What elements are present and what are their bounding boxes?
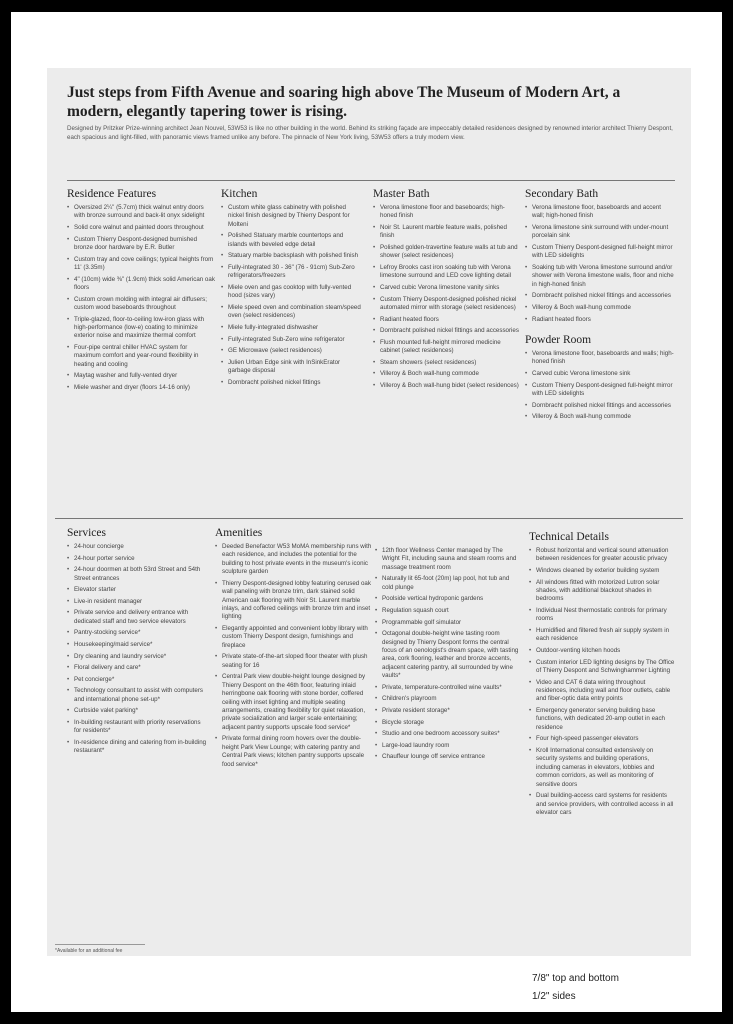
list-item: • Humidified and filtered fresh air supply system in each residence [529, 627, 675, 644]
list-item: • Four-pipe central chiller HVAC system for maximum comfort and year-round flexibility in heating and cooling [67, 344, 215, 369]
list-item: • Robust horizontal and vertical sound attenuation between residences for greater acoustic privacy [529, 547, 675, 564]
list-item: • Fully-integrated Sub-Zero wine refrigerator [221, 336, 363, 344]
margin-note-top-bottom: 7/8" top and bottom [532, 973, 619, 984]
technical-details-section [529, 531, 675, 821]
list-item: • Central Park view double-height lounge designed by Thierry Despont on the 46th floor, featuring inlaid herringbone oak flooring with stone border, coffered ceiling with inset lighting and multiple seating arrangements, creating flexibility for quiet relaxation, private socialization and larger scale entertaining; adjacent pantry supports upscale food service* [215, 673, 373, 732]
list-item: • Elegantly appointed and convenient lobby library with custom Thierry Despont design, furnishings and fireplace [215, 625, 373, 650]
list-item: • Miele fully-integrated dishwasher [221, 324, 363, 332]
technical-list [529, 547, 675, 817]
list-item: • Live-in resident manager [67, 598, 207, 606]
kitchen-section [221, 188, 363, 390]
residence-features-section [67, 188, 215, 396]
list-item: • Private state-of-the-art sloped floor theater with plush seating for 16 [215, 653, 373, 670]
list-item: • Private service and delivery entrance with dedicated staff and two service elevators [67, 609, 207, 626]
list-item: • Flush mounted full-height mirrored medicine cabinet (select residences) [373, 339, 519, 356]
list-item: • Dornbracht polished nickel fittings and accessories [525, 402, 675, 410]
list-item: • Custom crown molding with integral air diffusers; custom wood baseboards throughout [67, 296, 215, 313]
services-section [67, 527, 207, 759]
page-frame [11, 12, 722, 1012]
list-item: • Custom tray and cove ceilings; typical heights from 11' (3.35m) [67, 256, 215, 273]
list-item: • Verona limestone floor and baseboards; high-honed finish [373, 204, 519, 221]
list-item: • Dry cleaning and laundry service* [67, 653, 207, 661]
list-item: • Oversized 2¼" (5.7cm) thick walnut entry doors with bronze surround and back-lit onyx sidelight [67, 204, 215, 221]
list-item: • Video and CAT 6 data wiring throughout residences, including wall and floor outlets, cable and fiber-optic data entry points [529, 679, 675, 704]
list-item: • Custom interior LED lighting designs by The Office of Thierry Despont and Schwinghammer Lighting [529, 659, 675, 676]
list-item: • Statuary marble backsplash with polished finish [221, 252, 363, 260]
list-item: • Custom Thierry Despont-designed burnished bronze door hardware by E.R. Butler [67, 236, 215, 253]
list-item: • Children's playroom [375, 695, 521, 703]
list-item: • 24-hour porter service [67, 555, 207, 563]
list-item: • Fully-integrated 30 - 36" (76 - 91cm) Sub-Zero refrigerators/freezers [221, 264, 363, 281]
list-item: • Private, temperature-controlled wine vaults* [375, 684, 521, 692]
list-item: • Windows cleaned by exterior building system [529, 567, 675, 575]
amenities-section [215, 527, 373, 772]
list-item: • Villeroy & Boch wall-hung commode [373, 370, 519, 378]
list-item: • Radiant heated floors [525, 316, 675, 324]
footnote: *Available for an additional fee [55, 948, 123, 954]
list-item: • Dornbracht polished nickel fittings [221, 379, 363, 387]
list-item: • Housekeeping/maid service* [67, 641, 207, 649]
amenities-section-continued [375, 547, 521, 765]
list-item: • Soaking tub with Verona limestone surround and/or shower with Verona limestone walls, floor and niche in high-honed finish [525, 264, 675, 289]
list-item: • Kroll International consulted extensively on security systems and building operations, including cameras in elevators, lobbies and common corridors, as well as monitoring of sensitive doors [529, 747, 675, 789]
section-title: Residence Features [67, 188, 157, 200]
list-item: • Villeroy & Boch wall-hung bidet (select residences) [373, 382, 519, 390]
headline: Just steps from Fifth Avenue and soaring high above The Museum of Modern Art, a modern, elegantly tapering tower is rising. [67, 84, 621, 120]
list-item: • Programmable golf simulator [375, 619, 521, 627]
powder-room-list [525, 350, 675, 422]
section-title: Kitchen [221, 188, 258, 200]
brochure-sheet [47, 68, 691, 956]
section-title: Services [67, 527, 106, 539]
list-item: • Poolside vertical hydroponic gardens [375, 595, 521, 603]
list-item: • All windows fitted with motorized Lutron solar shades, with additional blackout shades in bedrooms [529, 579, 675, 604]
footnote-divider [55, 944, 145, 945]
amenities-list-a [215, 543, 373, 769]
list-item: • In-residence dining and catering from in-building restaurant* [67, 739, 207, 756]
list-item: • Pet concierge* [67, 676, 207, 684]
list-item: • Steam showers (select residences) [373, 359, 519, 367]
list-item: • Miele washer and dryer (floors 14-16 only) [67, 384, 215, 392]
list-item: • Dornbracht polished nickel fittings and accessories [373, 327, 519, 335]
list-item: • Outdoor-venting kitchen hoods [529, 647, 675, 655]
section-title: Amenities [215, 527, 263, 539]
list-item: • Villeroy & Boch wall-hung commode [525, 304, 675, 312]
list-item: • Four high-speed passenger elevators [529, 735, 675, 743]
list-item: • Verona limestone floor, baseboards and walls; high-honed finish [525, 350, 675, 367]
list-item: • Deeded Benefactor W53 MoMA membership runs with each residence, and includes the potential for the building to host private events in the museum's iconic sculpture garden [215, 543, 373, 577]
list-item: • Large-load laundry room [375, 742, 521, 750]
middle-divider [55, 518, 683, 519]
list-item: • Custom Thierry Despont-designed polished nickel automated mirror with storage (select residences) [373, 296, 519, 313]
list-item: • 24-hour concierge [67, 543, 207, 551]
amenities-list-b [375, 547, 521, 762]
list-item: • Maytag washer and fully-vented dryer [67, 372, 215, 380]
list-item: • Verona limestone sink surround with under-mount porcelain sink [525, 224, 675, 241]
list-item: • Elevator starter [67, 586, 207, 594]
list-item: • Noir St. Laurent marble feature walls, polished finish [373, 224, 519, 241]
margin-note-sides: 1/2" sides [532, 991, 576, 1002]
list-item: • Polished Statuary marble countertops and islands with beveled edge detail [221, 232, 363, 249]
list-item: • Octagonal double-height wine tasting room designed by Thierry Despont forms the central focus of an oenologist's dream space, with tasting area, cork flooring, leather and bronze accents, adjacent catering pantry, all surrounded by wine vaults* [375, 630, 521, 680]
list-item: • Chauffeur lounge off service entrance [375, 753, 521, 761]
list-item: • Polished golden-travertine feature walls at tub and shower (select residences) [373, 244, 519, 261]
services-list [67, 543, 207, 756]
section-title: Master Bath [373, 188, 430, 200]
list-item: • Private resident storage* [375, 707, 521, 715]
intro-paragraph: Designed by Pritzker Prize-winning architect Jean Nouvel, 53W53 is like no other building in the world. Behind its striking façade are impeccably detailed residences designed by renowned interior architect Thierry Despont, each spacious and light-filled, with panoramic views framed unlike any before. The pinnacle of New York living, 53W53 offers a truly modern view. [67, 125, 673, 141]
list-item: • Custom white glass cabinetry with polished nickel finish designed by Thierry Despont for Molteni [221, 204, 363, 229]
top-divider [67, 180, 675, 181]
section-title: Powder Room [525, 334, 592, 346]
list-item: • Carved cubic Verona limestone vanity sinks [373, 284, 519, 292]
list-item: • 4" (10cm) wide ⅜" (1.9cm) thick solid American oak floors [67, 276, 215, 293]
list-item: • Studio and one bedroom accessory suites* [375, 730, 521, 738]
list-item: • Pantry-stocking service* [67, 629, 207, 637]
list-item: • Custom Thierry Despont-designed full-height mirror with LED sidelights [525, 244, 675, 261]
list-item: • Miele speed oven and combination steam/speed oven (select residences) [221, 304, 363, 321]
secondary-bath-section [525, 188, 675, 425]
list-item: • Technology consultant to assist with computers and international phone set-up* [67, 687, 207, 704]
list-item: • Miele oven and gas cooktop with fully-vented hood (sizes vary) [221, 284, 363, 301]
list-item: • 24-hour doormen at both 53rd Street and 54th Street entrances [67, 566, 207, 583]
section-title: Secondary Bath [525, 188, 599, 200]
list-item: • Curbside valet parking* [67, 707, 207, 715]
list-item: • Carved cubic Verona limestone sink [525, 370, 675, 378]
list-item: • Solid core walnut and painted doors throughout [67, 224, 215, 232]
list-item: • Bicycle storage [375, 719, 521, 727]
list-item: • Villeroy & Boch wall-hung commode [525, 413, 675, 421]
list-item: • Custom Thierry Despont-designed full-height mirror with LED sidelights [525, 382, 675, 399]
list-item: • Regulation squash court [375, 607, 521, 615]
list-item: • 12th floor Wellness Center managed by The Wright Fit, including sauna and steam rooms and massage treatment room [375, 547, 521, 572]
list-item: • Private formal dining room hovers over the double-height Park View Lounge; with catering pantry and Central Park views; kitchen pantry supports upscale food service* [215, 735, 373, 769]
list-item: • GE Microwave (select residences) [221, 347, 363, 355]
list-item: • Radiant heated floors [373, 316, 519, 324]
list-item: • Lefroy Brooks cast iron soaking tub with Verona limestone surround and LED cove lighting detail [373, 264, 519, 281]
list-item: • Floral delivery and care* [67, 664, 207, 672]
list-item: • Dual building-access card systems for residents and service providers, with controlled access in all elevator cars [529, 792, 675, 817]
list-item: • Triple-glazed, floor-to-ceiling low-iron glass with high-performance (low-e) coating to minimize exterior noise and maximize thermal comfort [67, 316, 215, 341]
list-item: • Thierry Despont-designed lobby featuring cerused oak wall paneling with bronze trim, dark stained solid American oak flooring with Noir St. Laurent marble inlays, and coffered ceilings with bronze trim and inset lighting [215, 580, 373, 622]
master-bath-section [373, 188, 519, 394]
secondary-bath-list [525, 204, 675, 324]
list-item: • Emergency generator serving building base functions, with dedicated 20-amp outlet in each residence [529, 707, 675, 732]
list-item: • Verona limestone floor, baseboards and accent wall; high-honed finish [525, 204, 675, 221]
list-item: • In-building restaurant with priority reservations for residents* [67, 719, 207, 736]
list-item: • Naturally lit 65-foot (20m) lap pool, hot tub and cold plunge [375, 575, 521, 592]
list-item: • Julien Urban Edge sink with InSinkErator garbage disposal [221, 359, 363, 376]
kitchen-list [221, 204, 363, 387]
residence-list [67, 204, 215, 392]
section-title: Technical Details [529, 531, 609, 543]
list-item: • Dornbracht polished nickel fittings and accessories [525, 292, 675, 300]
list-item: • Individual Nest thermostatic controls for primary rooms [529, 607, 675, 624]
master-bath-list [373, 204, 519, 390]
